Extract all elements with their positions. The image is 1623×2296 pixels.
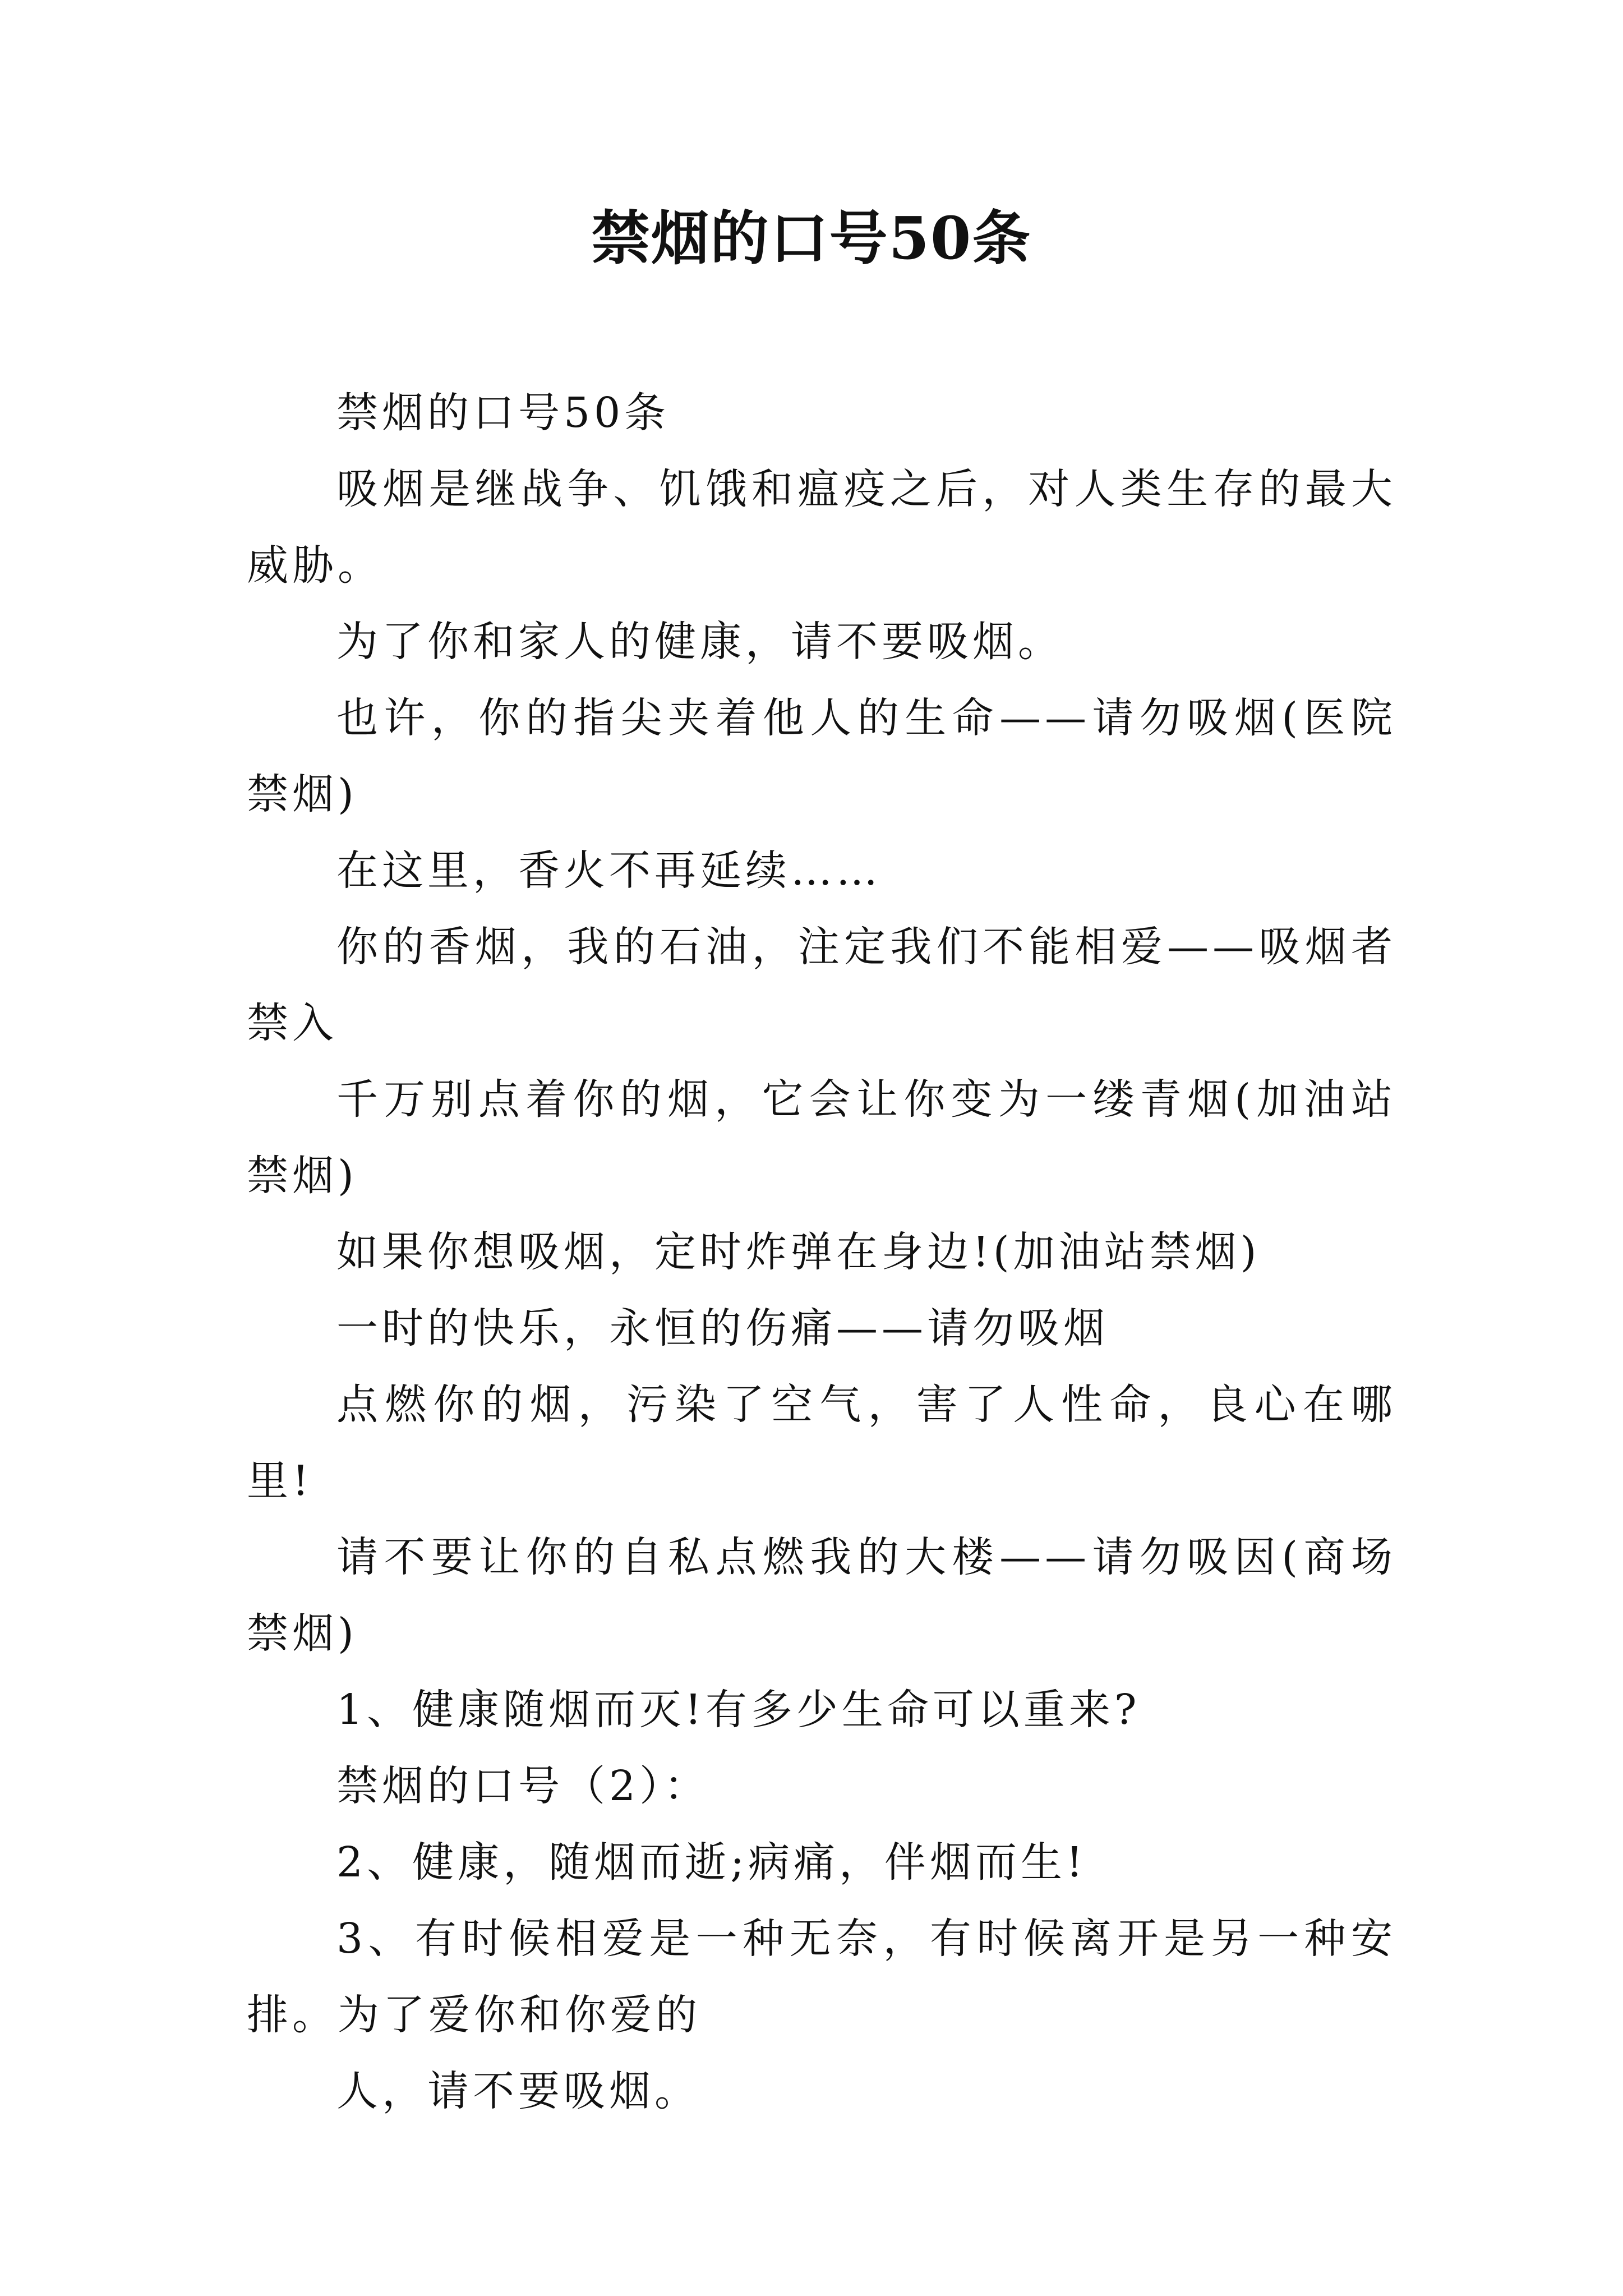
paragraph: 如果你想吸烟，定时炸弹在身边!(加油站禁烟) xyxy=(336,1228,1261,1276)
paragraph: 一时的快乐，永恒的伤痛——请勿吸烟 xyxy=(336,1304,1109,1352)
paragraph: 为了你和家人的健康，请不要吸烟。 xyxy=(336,618,1063,666)
paragraph: 2、健康，随烟而逝;病痛，伴烟而生! xyxy=(336,1838,1087,1887)
paragraph: 也许，你的指尖夹着他人的生命——请勿吸烟(医院禁烟) xyxy=(247,694,1396,818)
paragraph: 请不要让你的自私点燃我的大楼——请勿吸因(商场禁烟) xyxy=(247,1533,1396,1658)
paragraph: 在这里，香火不再延续…… xyxy=(336,846,882,895)
paragraph: 1、健康随烟而灭!有多少生命可以重来? xyxy=(336,1686,1141,1734)
paragraph: 人，请不要吸烟。 xyxy=(336,2067,700,2115)
paragraph: 禁烟的口号（2）： xyxy=(336,1762,710,1810)
paragraph: 你的香烟，我的石油，注定我们不能相爱——吸烟者禁入 xyxy=(247,923,1396,1047)
paragraph: 3、有时候相爱是一种无奈，有时候离开是另一种安排。为了爱你和你爱的 xyxy=(247,1915,1396,2039)
document-title: 禁烟的口号50条 xyxy=(591,204,1032,273)
paragraph: 点燃你的烟，污染了空气，害了人性命，良心在哪里! xyxy=(247,1381,1396,1505)
paragraph: 千万别点着你的烟，它会让你变为一缕青烟(加油站禁烟) xyxy=(247,1075,1396,1200)
document-body xyxy=(247,375,1396,2129)
paragraph-subtitle: 禁烟的口号50条 xyxy=(336,389,670,437)
paragraph: 吸烟是继战争、饥饿和瘟疫之后，对人类生存的最大威胁。 xyxy=(247,465,1396,590)
